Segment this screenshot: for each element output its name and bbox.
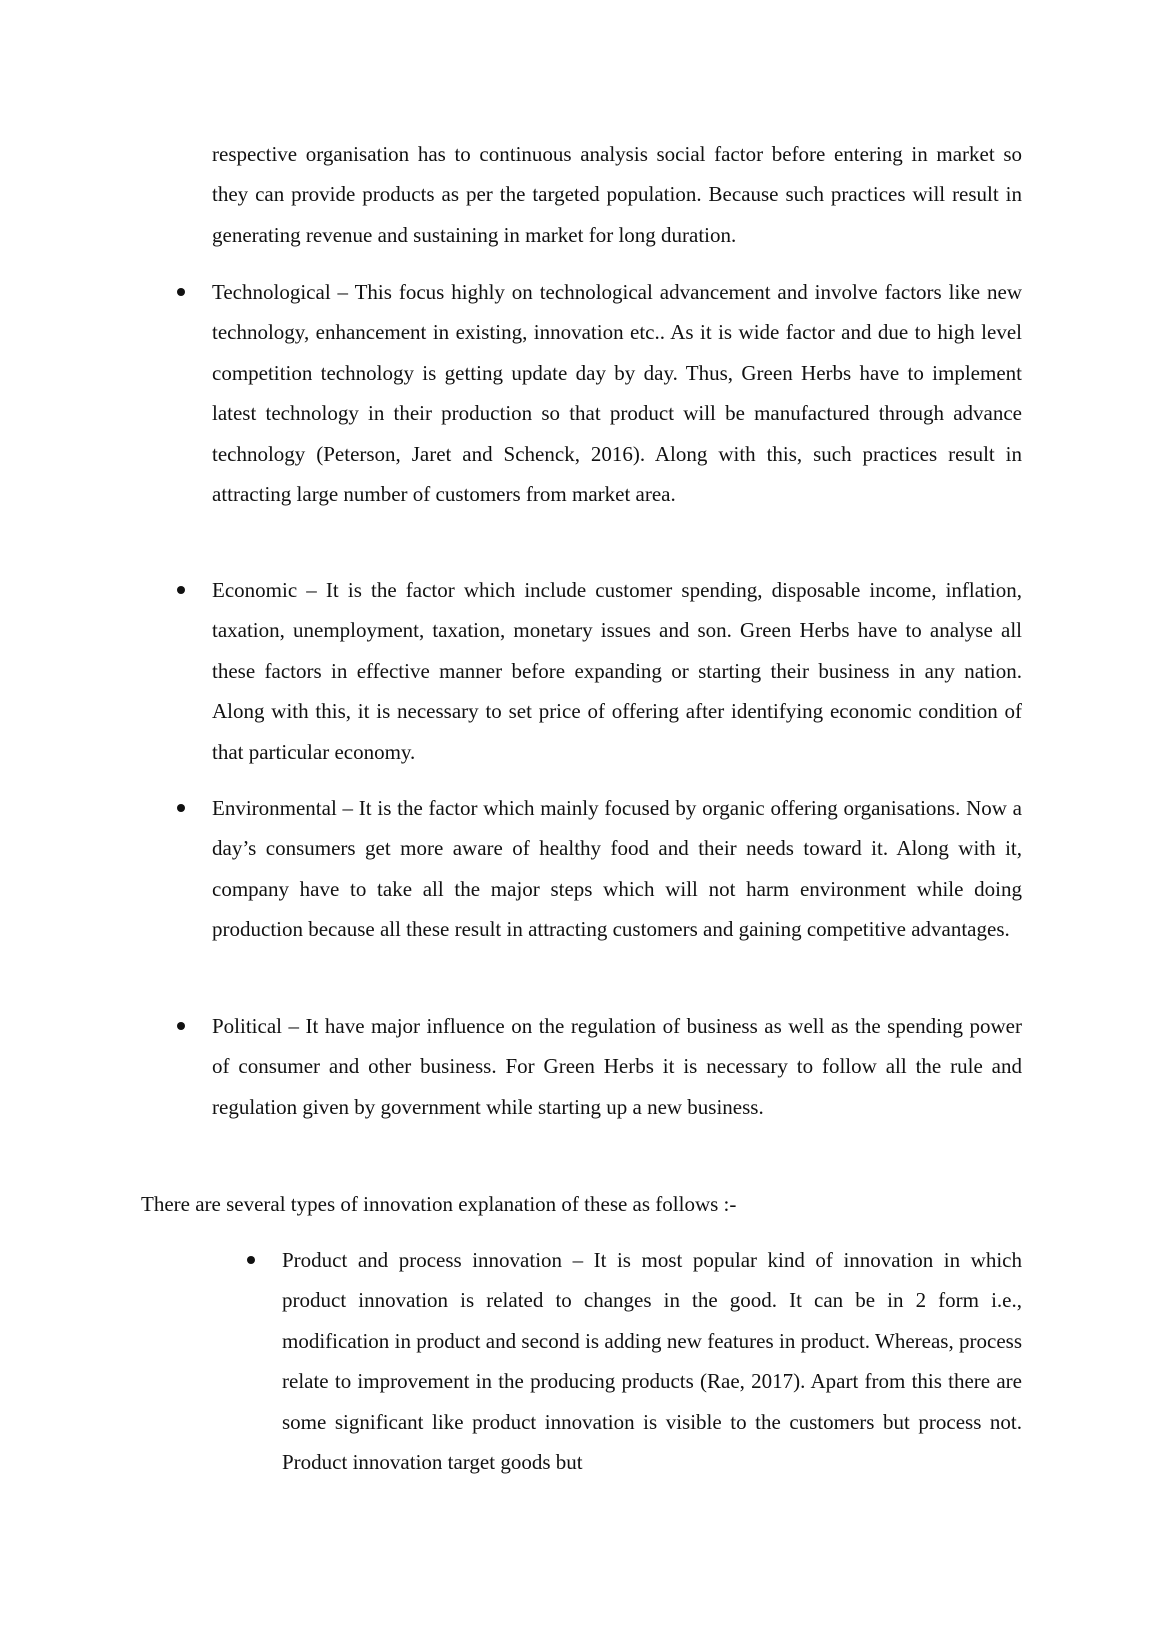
innovation-intro-paragraph: There are several types of innovation explanation of these as follows :- — [141, 1192, 737, 1216]
list-item-environmental: Environmental – It is the factor which mainly focused by organic offering organisations. Now a day’s consumers get more aware of healthy food and their needs toward it. Along with it, company have to take all the major steps which will not harm environment while doing production because all these result in attracting customers and gaining competitive advantages. — [212, 796, 1022, 942]
continued-paragraph: respective organisation has to continuous analysis social factor before entering in market so they can provide products as per the targeted population. Because such practices will result in generating revenue and sustaining in market for long duration. — [212, 142, 1022, 247]
bullet-icon — [247, 1256, 255, 1264]
bullet-icon — [177, 288, 185, 296]
list-item-political: Political – It have major influence on the regulation of business as well as the spending power of consumer and other business. For Green Herbs it is necessary to follow all the rule and regulation given by government while starting up a new business. — [212, 1014, 1022, 1119]
bullet-icon — [177, 804, 185, 812]
list-item-product-process-innovation: Product and process innovation – It is most popular kind of innovation in which product innovation is related to changes in the good. It can be in 2 form i.e., modification in product and second is adding new features in product. Whereas, process relate to improvement in the producing products (Rae, 2017). Apart from this there are some significant like product innovation is visible to the customers but process not. Product innovation target goods but — [282, 1248, 1022, 1475]
list-item-technological: Technological – This focus highly on technological advancement and involve factors like new technology, enhancement in existing, innovation etc.. As it is wide factor and due to high level competition technology is getting update day by day. Thus, Green Herbs have to implement latest technology in their production so that product will be manufactured through advance technology (Peterson, Jaret and Schenck, 2016). Along with this, such practices result in attracting large number of customers from market area. — [212, 280, 1022, 507]
bullet-icon — [177, 1022, 185, 1030]
list-item-economic: Economic – It is the factor which include customer spending, disposable income, inflation, taxation, unemployment, taxation, monetary issues and son. Green Herbs have to analyse all these factors in effective manner before expanding or starting their business in any nation. Along with this, it is necessary to set price of offering after identifying economic condition of that particular economy. — [212, 578, 1022, 764]
bullet-icon — [177, 586, 185, 594]
